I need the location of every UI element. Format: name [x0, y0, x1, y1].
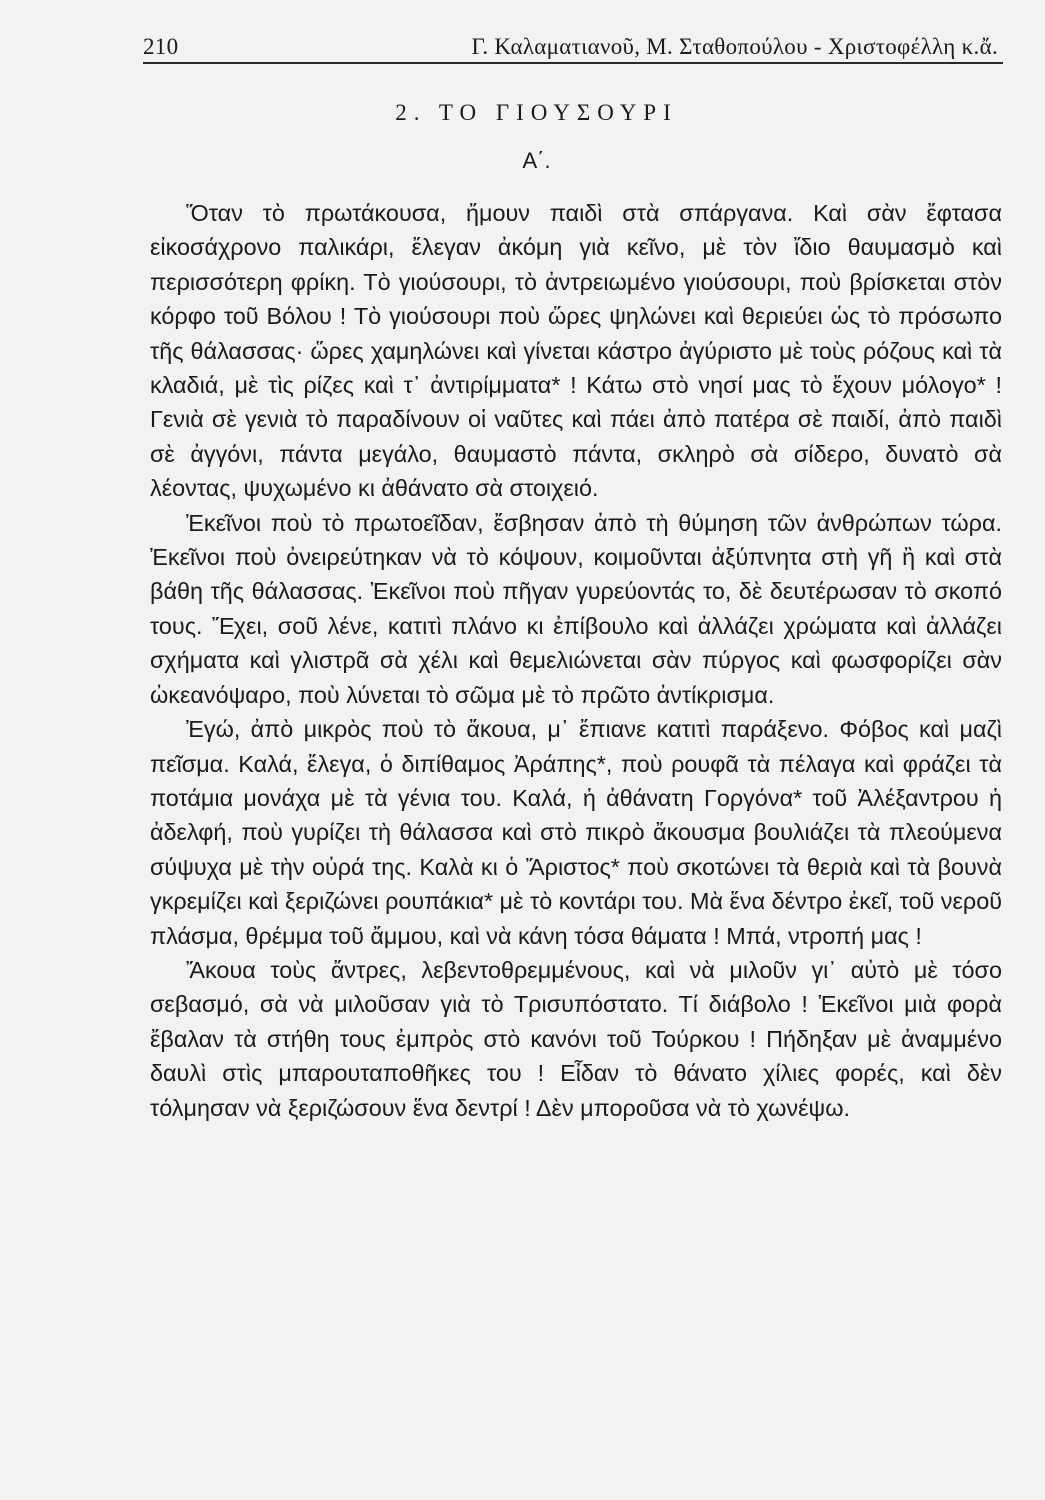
- section-marker: Α΄.: [522, 148, 551, 173]
- body-text: [150, 196, 1002, 1125]
- paragraph: Ἐγώ, ἀπὸ μικρὸς ποὺ τὸ ἄκουα, μ᾽ ἔπιανε κατιτὶ παράξενο. Φόβος καὶ μαζὶ πεῖσμα. Καλά, ἔλεγα, ὁ διπίθαμος Ἀράπης*, ποὺ ρουφᾶ τὰ πέλαγα καὶ φράζει τὰ ποτάμια μονάχα μὲ τὰ γένια του. Καλά, ἡ ἀθάνατη Γοργόνα* τοῦ Ἀλέξαντρου ἡ ἀδελφή, ποὺ γυρίζει τὴ θάλασσα καὶ στὸ πικρὸ ἄκουσμα βουλιάζει τὰ πλεούμενα σύψυχα μὲ τὴν οὐρά της. Καλὰ κι ὁ Ἄριστος* ποὺ σκοτώνει τὰ θεριὰ καὶ τὰ βουνὰ γκρεμίζει καὶ ξεριζώνει ρουπάκια* μὲ τὸ κοντάρι του. Μὰ ἕνα δέντρο ἐκεῖ, τοῦ νεροῦ πλάσμα, θρέμμα τοῦ ἄμμου, καὶ νὰ κάνη τόσα θάματα ! Μπά, ντροπή μας !: [150, 716, 1002, 949]
- paragraph: Ἐκεῖνοι ποὺ τὸ πρωτοεῖδαν, ἔσβησαν ἀπὸ τὴ θύμηση τῶν ἀνθρώπων τώρα. Ἐκεῖνοι ποὺ ὀνειρεύτηκαν νὰ τὸ κόψουν, κοιμοῦνται ἀξύπνητα στὴ γῆ ἢ καὶ στὰ βάθη τῆς θάλασσας. Ἐκεῖνοι ποὺ πῆγαν γυρεύοντάς το, δὲ δευτέρωσαν τὸ σκοπό τους. Ἔχει, σοῦ λένε, κατιτὶ πλάνο κι ἐπίβουλο καὶ ἀλλάζει χρώματα καὶ ἀλλάζει σχήματα καὶ γλιστρᾶ σὰ χέλι καὶ θεμελιώνεται σὰν πύργος καὶ φωσφορίζει σὰν ὠκεανόψαρο, ποὺ λύνεται τὸ σῶμα μὲ τὸ πρῶτο ἀντίκρισμα.: [150, 509, 1002, 708]
- chapter-title: 2. ΤΟ ΓΙΟΥΣΟΥΡΙ: [395, 100, 678, 125]
- paragraph: Ὅταν τὸ πρωτάκουσα, ἤμουν παιδὶ στὰ σπάργανα. Καὶ σὰν ἔφτασα εἰκοσάχρονο παλικάρι, ἔλεγαν ἀκόμη γιὰ κεῖνο, μὲ τὸν ἴδιο θαυμασμὸ καὶ περισσότερη φρίκη. Τὸ γιούσουρι, τὸ ἀντρειωμένο γιούσουρι, ποὺ βρίσκεται στὸν κόρφο τοῦ Βόλου ! Τὸ γιούσουρι ποὺ ὥρες ψηλώνει καὶ θεριεύει ὡς τὸ πρόσωπο τῆς θάλασσας· ὥρες χαμηλώνει καὶ γίνεται κάστρο ἀγύριστο μὲ τοὺς ρόζους καὶ τὰ κλαδιά, μὲ τὶς ρίζες καὶ τ᾽ ἀντιρίμματα* ! Κάτω στὸ νησί μας τὸ ἔχουν μόλογο* ! Γενιὰ σὲ γενιὰ τὸ παραδίνουν οἱ ναῦτες καὶ πάει ἀπὸ πατέρα σὲ παιδί, ἀπὸ παιδὶ σὲ ἀγγόνι, πάντα μεγάλο, θαυμαστὸ πάντα, σκληρὸ σὰ σίδερο, δυνατὸ σὰ λέοντας, ψυχωμένο κι ἀθάνατο σὰ στοιχειό.: [150, 200, 1002, 502]
- running-title: Γ. Καλαματιανοῦ, Μ. Σταθοπούλου - Χριστοφέλλη κ.ἄ.: [471, 34, 998, 59]
- page-header: [143, 22, 998, 60]
- page-number: 210: [143, 34, 179, 59]
- paragraph: Ἄκουα τοὺς ἄντρες, λεβεντοθρεμμένους, καὶ νὰ μιλοῦν γι᾽ αὐτὸ μὲ τόσο σεβασμό, σὰ νὰ μιλοῦσαν γιὰ τὸ Τρισυπόστατο. Τί διάβολο ! Ἐκεῖνοι μιὰ φορὰ ἔβαλαν τὰ στήθη τους ἐμπρὸς στὸ κανόνι τοῦ Τούρκου ! Πήδηξαν μὲ ἀναμμένο δαυλὶ στὶς μπαρουταποθῆκες του ! Εἶδαν τὸ θάνατο χίλιες φορές, καὶ δὲν τόλμησαν νὰ ξεριζώσουν ἕνα δεντρί ! Δὲν μποροῦσα νὰ τὸ χωνέψω.: [150, 956, 1002, 1121]
- header-rule: [143, 62, 1003, 64]
